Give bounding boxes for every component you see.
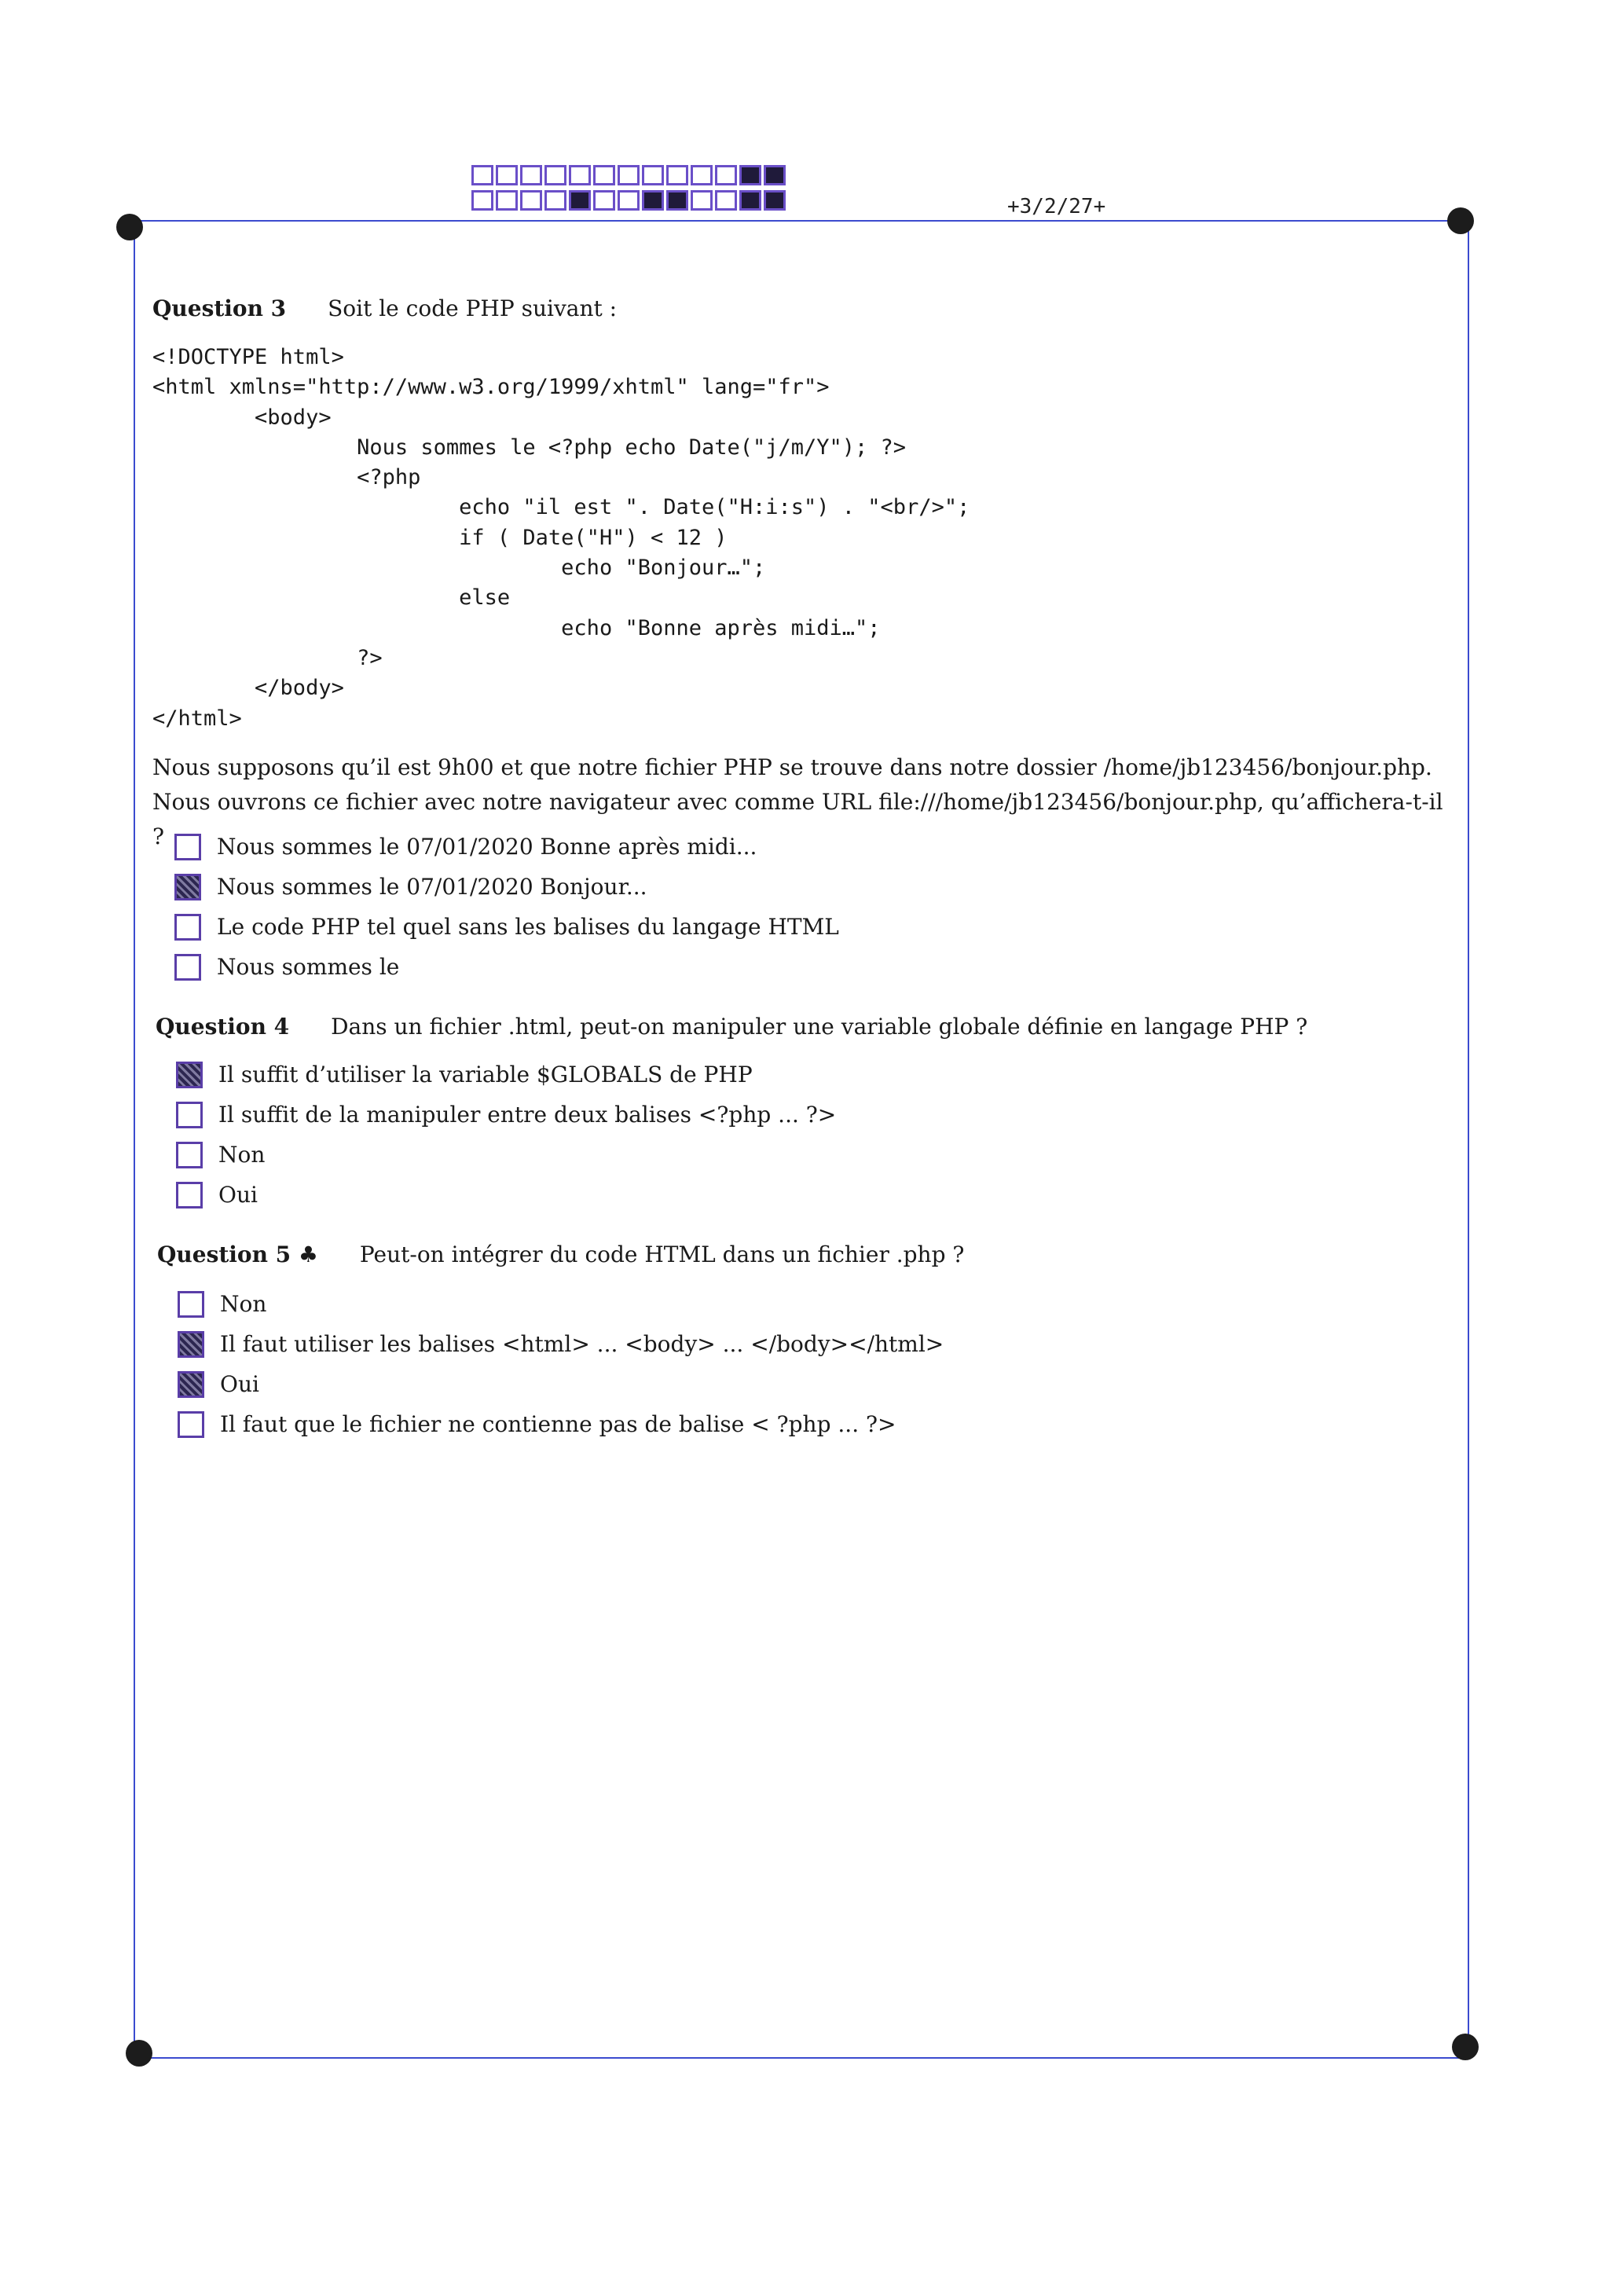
answer-option-label: Oui <box>218 1182 258 1208</box>
barcode-cell <box>715 165 737 185</box>
question-number: Question 4 <box>156 1014 290 1040</box>
page-barcode <box>471 165 786 215</box>
question-3-paragraph: Nous supposons qu’il est 9h00 et que notre fichier PHP se trouve dans notre dossier /home/jb123456/bonjour.php. Nous ouvrons ce fichier avec notre navigateur avec comme URL file:///home/jb123456/bonjour.php, qu’affichera-t-il ? <box>152 754 1443 849</box>
barcode-cell <box>666 190 688 211</box>
question-3-options <box>174 827 839 987</box>
answer-option[interactable] <box>178 1364 944 1404</box>
barcode-cell <box>520 165 542 185</box>
checkbox[interactable] <box>174 954 201 981</box>
checkbox[interactable] <box>178 1291 204 1318</box>
barcode-cell <box>569 190 591 211</box>
barcode-cell <box>666 165 688 185</box>
barcode-cell <box>642 165 664 185</box>
barcode-cell <box>764 190 786 211</box>
answer-option[interactable] <box>176 1054 836 1095</box>
answer-option-label: Nous sommes le 07/01/2020 Bonne après midi... <box>217 834 757 860</box>
corner-mark-bottom-right <box>1452 2034 1479 2060</box>
barcode-cell <box>496 165 518 185</box>
question-5-options <box>178 1284 944 1444</box>
question-4-header <box>156 1014 1307 1040</box>
barcode-cell <box>496 190 518 211</box>
answer-option-label: Nous sommes le <box>217 954 400 980</box>
answer-option-label: Il faut utiliser les balises <html> ... <body> ... </body></html> <box>220 1331 944 1357</box>
answer-option-label: Oui <box>220 1371 259 1397</box>
question-text: Soit le code PHP suivant : <box>328 295 618 321</box>
checkbox-checked[interactable] <box>174 874 201 900</box>
php-code-block: <!DOCTYPE html> <html xmlns="http://www.w3.org/1999/xhtml" lang="fr"> <body> Nous sommes le <?php echo Date("j/m/Y"); ?> <?php echo "il est ". Date("H:i:s") . "<br/>"; if ( Date("H") < 12 ) echo "Bonjour…"; else echo "Bonne après midi…"; ?> </body> </html> <box>152 345 970 731</box>
barcode-cell <box>520 190 542 211</box>
answer-option-label: Nous sommes le 07/01/2020 Bonjour... <box>217 874 647 900</box>
barcode-cell <box>569 165 591 185</box>
barcode-cell <box>642 190 664 211</box>
checkbox-checked[interactable] <box>176 1062 203 1088</box>
question-number: Question 5 ♣ <box>157 1242 319 1267</box>
answer-option[interactable] <box>174 867 839 907</box>
barcode-cell <box>618 190 640 211</box>
barcode-row <box>471 165 786 185</box>
answer-option[interactable] <box>178 1324 944 1364</box>
barcode-cell <box>593 190 615 211</box>
barcode-cell <box>471 190 493 211</box>
barcode-cell <box>544 165 566 185</box>
checkbox[interactable] <box>174 914 201 941</box>
checkbox[interactable] <box>178 1411 204 1438</box>
corner-mark-bottom-left <box>126 2040 152 2067</box>
barcode-cell <box>544 190 566 211</box>
answer-option[interactable] <box>178 1284 944 1324</box>
answer-option[interactable] <box>176 1135 836 1175</box>
barcode-cell <box>739 165 761 185</box>
barcode-cell <box>593 165 615 185</box>
answer-option-label: Le code PHP tel quel sans les balises du langage HTML <box>217 914 839 940</box>
question-number: Question 3 <box>152 295 287 321</box>
checkbox[interactable] <box>176 1182 203 1209</box>
answer-option-label: Il suffit de la manipuler entre deux balises <?php ... ?> <box>218 1102 837 1128</box>
barcode-cell <box>739 190 761 211</box>
checkbox[interactable] <box>176 1102 203 1128</box>
checkbox[interactable] <box>174 834 201 860</box>
checkbox-checked[interactable] <box>178 1331 204 1358</box>
barcode-cell <box>764 165 786 185</box>
barcode-cell <box>691 190 713 211</box>
barcode-cell <box>715 190 737 211</box>
question-text: Dans un fichier .html, peut-on manipuler une variable globale définie en langage PHP ? <box>331 1014 1308 1040</box>
corner-mark-top-right <box>1447 207 1474 234</box>
question-4-options <box>176 1054 836 1215</box>
answer-option[interactable] <box>178 1404 944 1444</box>
answer-option[interactable] <box>176 1095 836 1135</box>
answer-option-label: Non <box>218 1142 266 1168</box>
answer-option[interactable] <box>174 827 839 867</box>
answer-option-label: Non <box>220 1291 267 1317</box>
barcode-cell <box>471 165 493 185</box>
barcode-cell <box>691 165 713 185</box>
corner-mark-top-left <box>116 214 143 240</box>
question-5-header <box>157 1242 964 1267</box>
answer-option-label: Il faut que le fichier ne contienne pas de balise < ?php ... ?> <box>220 1411 896 1437</box>
barcode-cell <box>618 165 640 185</box>
answer-option[interactable] <box>174 907 839 947</box>
question-text: Peut-on intégrer du code HTML dans un fichier .php ? <box>359 1242 965 1267</box>
checkbox[interactable] <box>176 1142 203 1168</box>
answer-option[interactable] <box>176 1175 836 1215</box>
barcode-row <box>471 190 786 211</box>
answer-option-label: Il suffit d’utiliser la variable $GLOBALS de PHP <box>218 1062 753 1087</box>
answer-option[interactable] <box>174 947 839 987</box>
question-3-header <box>152 295 617 321</box>
page-id: +3/2/27+ <box>1007 195 1106 218</box>
checkbox-checked[interactable] <box>178 1371 204 1398</box>
